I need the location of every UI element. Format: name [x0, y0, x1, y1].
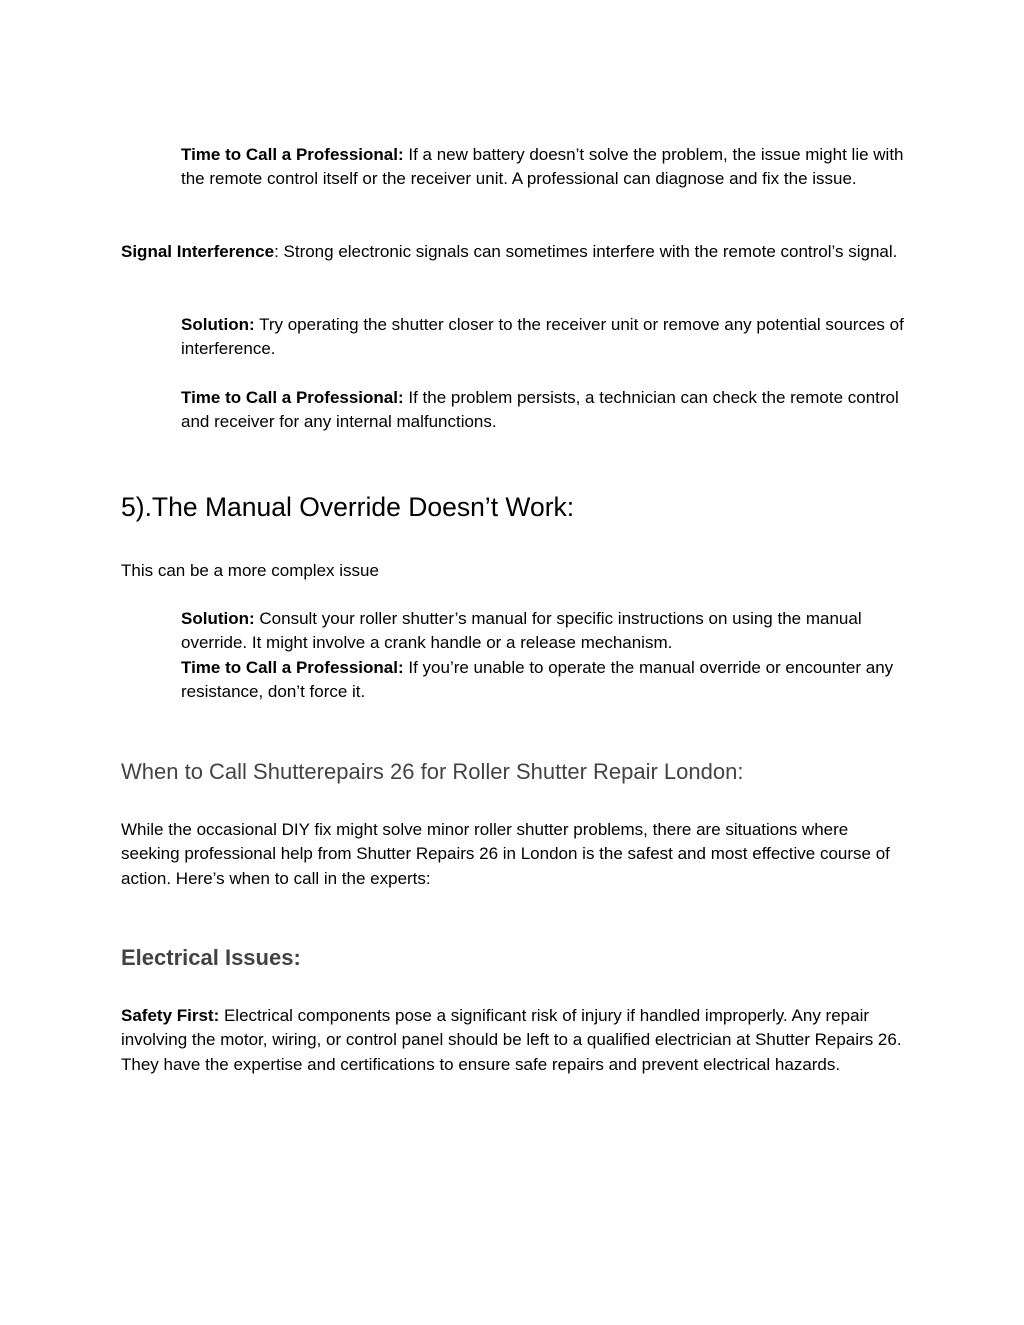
electrical-issues-heading: Electrical Issues: — [121, 945, 301, 970]
solution-label: Solution: — [181, 315, 255, 334]
signal-interference-label: Signal Interference — [121, 242, 275, 261]
professional-paragraph-battery — [181, 143, 911, 192]
professional-label: Time to Call a Professional: — [181, 388, 404, 407]
professional-label: Time to Call a Professional: — [181, 145, 404, 164]
manual-override-solution-paragraph — [181, 607, 911, 705]
section-5-intro: This can be a more complex issue — [121, 561, 379, 580]
solution-text: Consult your roller shutter’s manual for specific instructions on using the manual override. It might involve a crank handle or a release mechanism. — [181, 609, 862, 653]
signal-interference-text: : Strong electronic signals can sometimes interfere with the remote control’s signal. — [274, 242, 898, 261]
when-to-call-heading: When to Call Shutterepairs 26 for Roller Shutter Repair London: — [121, 759, 744, 784]
section-5-heading: 5).The Manual Override Doesn’t Work: — [121, 492, 575, 522]
safety-first-paragraph — [121, 1004, 911, 1077]
solution-text: Try operating the shutter closer to the receiver unit or remove any potential sources of interference. — [181, 315, 904, 359]
professional-label: Time to Call a Professional: — [181, 657, 404, 677]
safety-first-text: Electrical components pose a significant risk of injury if handled improperly. Any repair involving the motor, wiring, or control panel should be left to a qualified electrician at Shutter Repairs 26. They have the expertise and certifications to ensure safe repairs and prevent electrical hazards. — [121, 1006, 902, 1074]
signal-professional-paragraph — [181, 386, 911, 435]
professional-text: If the problem persists, a technician can check the remote control and receiver for any internal malfunctions. — [181, 388, 899, 432]
professional-text: If a new battery doesn’t solve the problem, the issue might lie with the remote control itself or the receiver unit. A professional can diagnose and fix the issue. — [181, 145, 904, 189]
when-to-call-paragraph: While the occasional DIY fix might solve minor roller shutter problems, there are situations where seeking professional help from Shutter Repairs 26 in London is the safest and most effective course of action. Here’s when to call in the experts: — [121, 820, 890, 888]
solution-label: Solution: — [181, 609, 255, 628]
safety-first-label: Safety First: — [121, 1006, 220, 1025]
signal-interference-paragraph — [121, 240, 911, 264]
professional-text: If you’re unable to operate the manual override or encounter any resistance, don’t force it. — [181, 657, 894, 702]
signal-solution-paragraph — [181, 313, 911, 362]
